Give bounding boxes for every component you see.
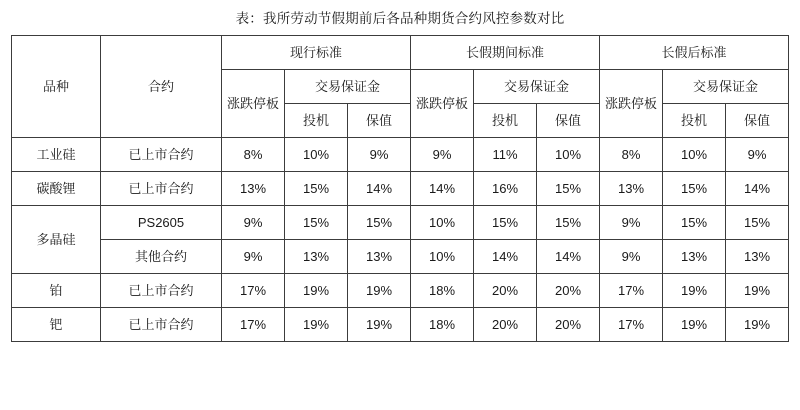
cell-value: 15%: [663, 172, 726, 206]
cell-contract: PS2605: [101, 206, 222, 240]
cell-value: 19%: [663, 308, 726, 342]
header-row-groups: [12, 36, 789, 70]
table-row: [12, 138, 789, 172]
header-hedge-holiday: 保值: [537, 104, 600, 138]
cell-value: 13%: [348, 240, 411, 274]
cell-value: 13%: [222, 172, 285, 206]
header-speculation-after: 投机: [663, 104, 726, 138]
cell-value: 15%: [537, 206, 600, 240]
cell-value: 14%: [537, 240, 600, 274]
cell-value: 9%: [600, 240, 663, 274]
header-hedge-after: 保值: [726, 104, 789, 138]
cell-value: 14%: [474, 240, 537, 274]
cell-value: 9%: [600, 206, 663, 240]
cell-value: 15%: [663, 206, 726, 240]
cell-value: 19%: [285, 274, 348, 308]
cell-variety: 铂: [12, 274, 101, 308]
cell-value: 8%: [222, 138, 285, 172]
table-body: [12, 138, 789, 342]
table-row: [12, 274, 789, 308]
cell-value: 15%: [726, 206, 789, 240]
header-margin-after: 交易保证金: [663, 70, 789, 104]
cell-value: 9%: [348, 138, 411, 172]
table-header: [12, 36, 789, 138]
cell-contract: 已上市合约: [101, 308, 222, 342]
cell-contract: 已上市合约: [101, 274, 222, 308]
cell-variety: 钯: [12, 308, 101, 342]
header-group-after: 长假后标准: [600, 36, 789, 70]
cell-variety: 工业硅: [12, 138, 101, 172]
cell-value: 15%: [474, 206, 537, 240]
cell-contract: 已上市合约: [101, 172, 222, 206]
cell-value: 10%: [663, 138, 726, 172]
cell-value: 17%: [600, 274, 663, 308]
cell-value: 13%: [285, 240, 348, 274]
cell-value: 9%: [222, 240, 285, 274]
cell-value: 9%: [222, 206, 285, 240]
cell-value: 17%: [600, 308, 663, 342]
header-speculation-current: 投机: [285, 104, 348, 138]
cell-value: 13%: [600, 172, 663, 206]
cell-value: 15%: [285, 172, 348, 206]
header-contract: 合约: [101, 36, 222, 138]
table-row: [12, 206, 789, 240]
cell-value: 19%: [663, 274, 726, 308]
header-variety: 品种: [12, 36, 101, 138]
cell-value: 13%: [726, 240, 789, 274]
cell-variety: 碳酸锂: [12, 172, 101, 206]
cell-value: 20%: [474, 274, 537, 308]
header-group-holiday: 长假期间标准: [411, 36, 600, 70]
table-row: [12, 308, 789, 342]
cell-value: 18%: [411, 308, 474, 342]
header-hedge-current: 保值: [348, 104, 411, 138]
cell-value: 15%: [537, 172, 600, 206]
cell-value: 20%: [537, 308, 600, 342]
header-group-current: 现行标准: [222, 36, 411, 70]
cell-value: 19%: [348, 274, 411, 308]
cell-value: 9%: [411, 138, 474, 172]
header-margin-holiday: 交易保证金: [474, 70, 600, 104]
cell-value: 15%: [348, 206, 411, 240]
cell-value: 17%: [222, 308, 285, 342]
table-caption: 表：我所劳动节假期前后各品种期货合约风控参数对比: [235, 11, 565, 26]
cell-value: 20%: [474, 308, 537, 342]
cell-contract: 已上市合约: [101, 138, 222, 172]
cell-value: 20%: [537, 274, 600, 308]
cell-value: 13%: [663, 240, 726, 274]
cell-value: 10%: [537, 138, 600, 172]
cell-value: 17%: [222, 274, 285, 308]
header-margin-current: 交易保证金: [285, 70, 411, 104]
cell-value: 19%: [285, 308, 348, 342]
header-limit-holiday: 涨跌停板: [411, 70, 474, 138]
table-row: [12, 172, 789, 206]
cell-contract: 其他合约: [101, 240, 222, 274]
cell-value: 19%: [348, 308, 411, 342]
header-speculation-holiday: 投机: [474, 104, 537, 138]
table-row: [12, 240, 789, 274]
cell-value: 14%: [726, 172, 789, 206]
cell-value: 10%: [411, 240, 474, 274]
cell-value: 14%: [348, 172, 411, 206]
cell-value: 14%: [411, 172, 474, 206]
cell-value: 8%: [600, 138, 663, 172]
header-limit-current: 涨跌停板: [222, 70, 285, 138]
cell-value: 10%: [285, 138, 348, 172]
cell-value: 10%: [411, 206, 474, 240]
cell-value: 15%: [285, 206, 348, 240]
cell-value: 19%: [726, 274, 789, 308]
cell-value: 19%: [726, 308, 789, 342]
risk-parameters-table: [11, 35, 789, 342]
cell-variety: 多晶硅: [12, 206, 101, 274]
cell-value: 16%: [474, 172, 537, 206]
header-limit-after: 涨跌停板: [600, 70, 663, 138]
cell-value: 18%: [411, 274, 474, 308]
cell-value: 9%: [726, 138, 789, 172]
cell-value: 11%: [474, 138, 537, 172]
